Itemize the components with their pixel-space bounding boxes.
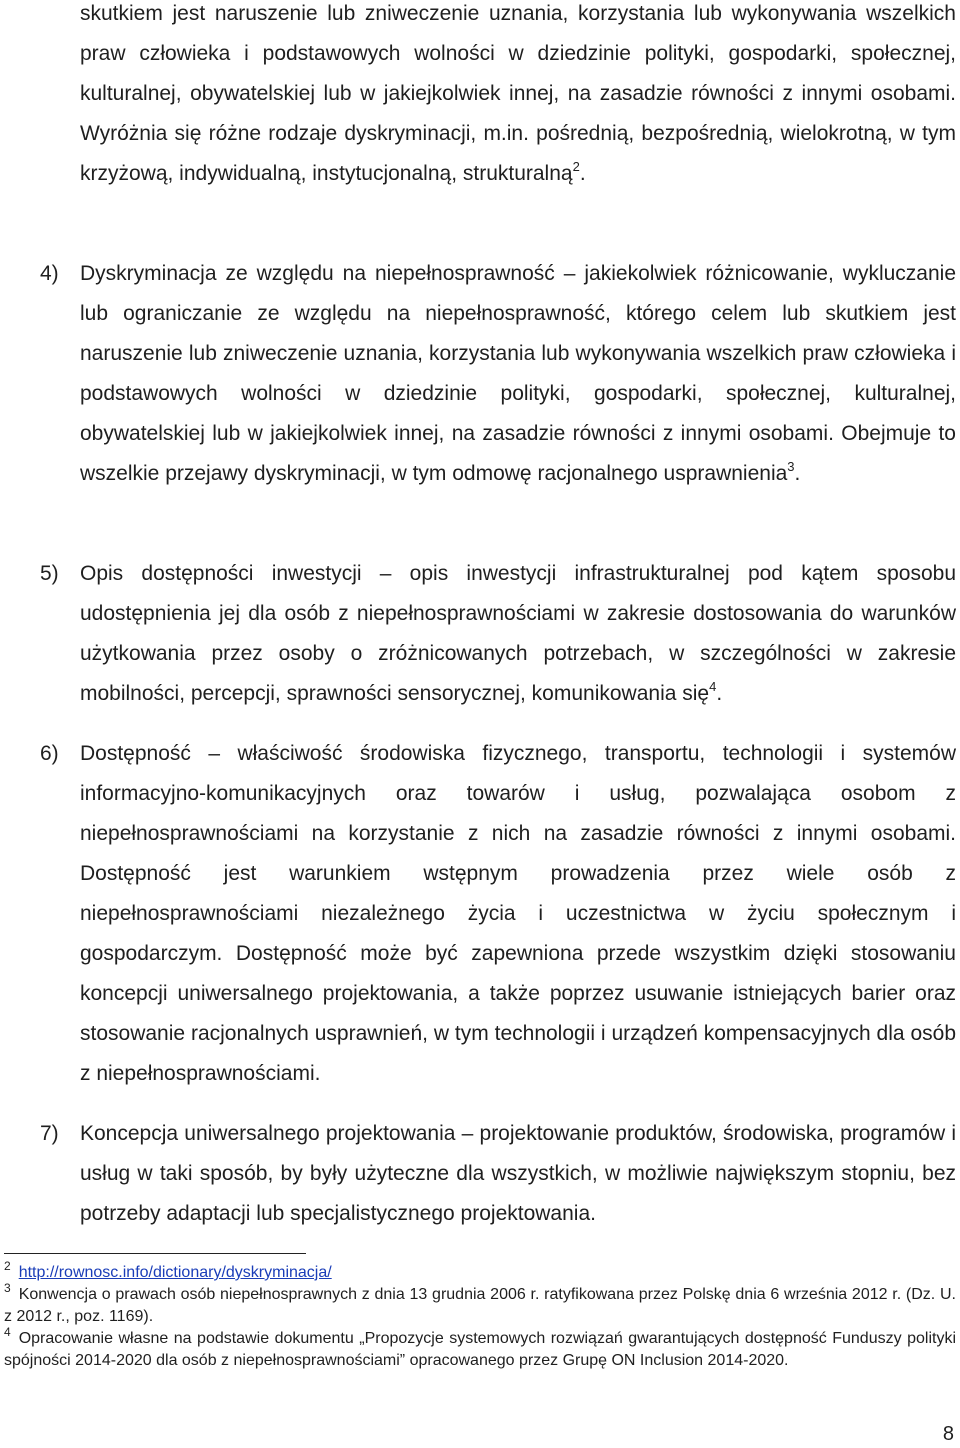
footnote-number: 4 xyxy=(4,1325,11,1339)
item-body-text: Dyskryminacja ze względu na niepełnosprawność – jakiekolwiek różnicowanie, wykluczanie lub ograniczanie ze względu na niepełnosprawność, którego celem lub skutkiem jest naruszenie lub zniweczenie uznania, korzystania lub wykonywania wszelkich praw człowieka i podstawowych wolności w dziedzinie polityki, gospodarki, społecznej, kulturalnej, obywatelskiej lub w jakiejkolwiek innej, na zasadzie równości z innymi osobami. Obejmuje to wszelkie przejawy dyskryminacji, w tym odmowę racjonalnego usprawnienia xyxy=(80,262,956,485)
page-number: 8 xyxy=(942,1423,954,1445)
footnote-number: 2 xyxy=(4,1259,11,1273)
item-number: 6) xyxy=(40,742,59,765)
footnote-ref-4[interactable]: 4 xyxy=(709,679,717,694)
item-number: 7) xyxy=(40,1122,59,1145)
footnote-4 xyxy=(4,1325,956,1372)
item-body-text: Dostępność – właściwość środowiska fizycznego, transportu, technologii i systemów informacyjno-komunikacyjnych oraz towarów i usług, pozwalająca osobom z niepełnosprawnościami na korzystanie z nich na zasadzie równości z innymi osobami. Dostępność jest warunkiem wstępnym prowadzenia przez wiele osób z niepełnosprawnościami niezależnego życia i uczestnictwa w życiu społecznym i gospodarczym. Dostępność może być zapewniona przede wszystkim dzięki stosowaniu koncepcji uniwersalnego projektowania, a także poprzez usuwanie istniejących barier oraz stosowanie racjonalnych usprawnień, w tym technologii i urządzeń kompensacyjnych dla osób z niepełnosprawnościami. xyxy=(80,742,956,1085)
footnote-link[interactable]: http://rownosc.info/dictionary/dyskryminacja/ xyxy=(18,1264,332,1281)
footnotes xyxy=(4,1259,956,1372)
intro-end: . xyxy=(579,162,586,185)
footnote-ref-3[interactable]: 3 xyxy=(787,459,795,474)
item-text xyxy=(80,254,956,494)
item-number: 4) xyxy=(40,262,59,285)
item-text xyxy=(80,1114,956,1234)
item-end: . xyxy=(794,462,801,485)
footnote-3 xyxy=(4,1281,956,1328)
item-text xyxy=(80,554,956,714)
footnote-separator xyxy=(4,1253,306,1254)
footnote-ref-2[interactable]: 2 xyxy=(572,159,580,174)
footnote-2 xyxy=(4,1259,956,1284)
item-body-text: Opis dostępności inwestycji – opis inwestycji infrastrukturalnej pod kątem sposobu udostępnienia jej dla osób z niepełnosprawnościami w zakresie dostosowania do warunków użytkowania przez osoby o zróżnicowanych potrzebach, w szczególności w zakresie mobilności, percepcji, sprawności sensorycznej, komunikowania się xyxy=(80,562,956,705)
item-end: . xyxy=(716,682,723,705)
footnote-text: Konwencja o prawach osób niepełnosprawnych z dnia 13 grudnia 2006 r. ratyfikowana przez Polskę dnia 6 września 2012 r. (Dz. U. z 2012 r., poz. 1169). xyxy=(4,1286,956,1325)
item-number: 5) xyxy=(40,562,59,585)
footnote-number: 3 xyxy=(4,1281,11,1295)
footnote-text: Opracowanie własne na podstawie dokumentu „Propozycje systemowych rozwiązań gwarantujących dostępność Funduszy polityki spójności 2014-2020 dla osób z niepełnosprawnościami” opracowanego przez Grupę ON Inclusion 2014-2020. xyxy=(4,1330,956,1369)
item-body-text: Koncepcja uniwersalnego projektowania – projektowanie produktów, środowiska, programów i usług w taki sposób, by były użyteczne dla wszystkich, w możliwie największym stopniu, bez potrzeby adaptacji lub specjalistycznego projektowania. xyxy=(80,1122,956,1225)
intro-text: skutkiem jest naruszenie lub zniweczenie uznania, korzystania lub wykonywania wszelkich praw człowieka i podstawowych wolności w dziedzinie polityki, gospodarki, społecznej, kulturalnej, obywatelskiej lub w jakiejkolwiek innej, na zasadzie równości z innymi osobami. Wyróżnia się różne rodzaje dyskryminacji, m.in. pośrednią, bezpośrednią, wielokrotną, w tym krzyżową, indywidualną, instytucjonalną, strukturalną xyxy=(80,2,956,185)
item-text xyxy=(80,734,956,1094)
intro-paragraph xyxy=(80,0,956,194)
